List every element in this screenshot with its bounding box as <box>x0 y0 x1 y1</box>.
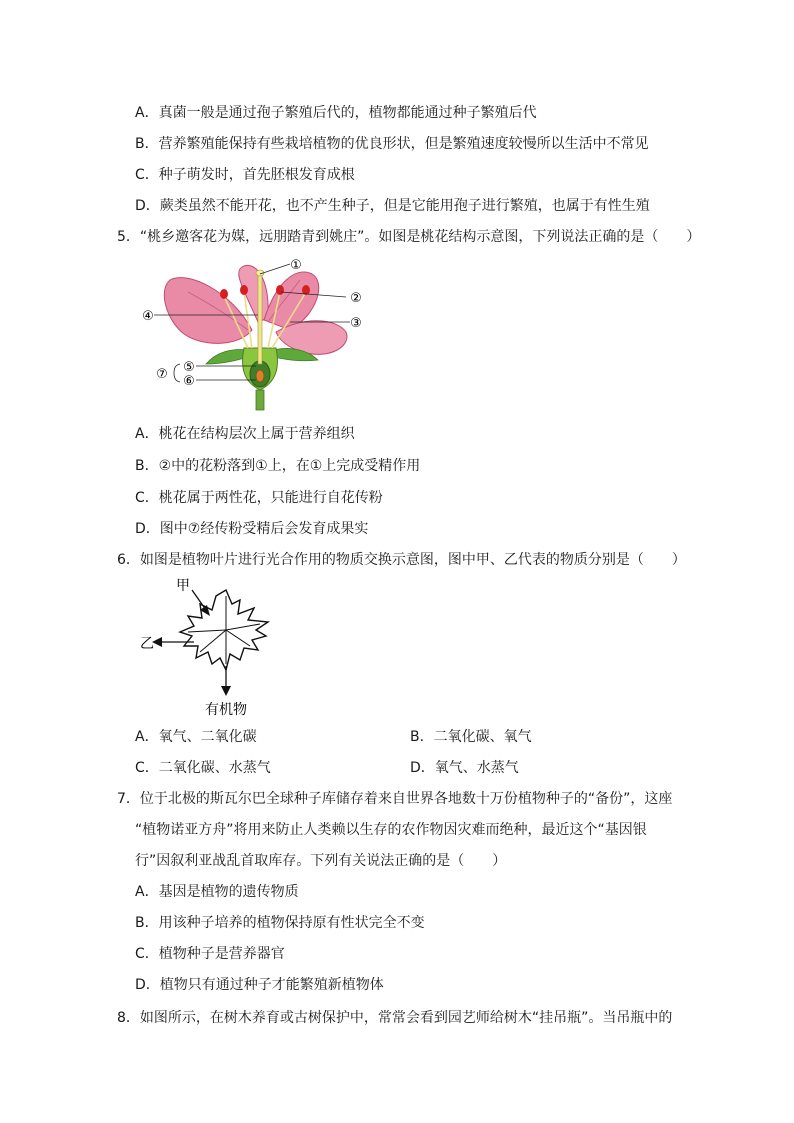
q4-option-a: A．真菌一般是通过孢子繁殖后代的，植物都能通过种子繁殖后代 <box>135 105 537 121</box>
q6-option-a: A．氧气、二氧化碳 <box>135 729 257 745</box>
label-4: ④ <box>142 309 154 324</box>
q4-option-d: D．蕨类虽然不能开花，也不产生种子，但是它能用孢子进行繁殖，也属于有性生殖 <box>135 198 650 214</box>
q4-option-b: B．营养繁殖能保持有些栽培植物的优良形状，但是繁殖速度较慢所以生活中不常见 <box>135 136 649 152</box>
q7-stem-line-3: 行”因叙利亚战乱首取库存。下列有关说法正确的是（ ） <box>135 853 507 869</box>
q6-option-c: C．二氧化碳、水蒸气 <box>135 760 271 776</box>
label-1: ① <box>290 258 302 273</box>
label-6: ⑥ <box>183 374 195 389</box>
anther <box>276 285 284 295</box>
leaf-exchange-diagram <box>140 574 290 720</box>
q4-option-c: C．种子萌发时，首先胚根发育成根 <box>135 167 355 183</box>
q7-option-a: A．基因是植物的遗传物质 <box>135 884 299 900</box>
flower-stem <box>256 390 264 410</box>
petal-left <box>164 278 252 344</box>
q7-stem-line-2: “植物诺亚方舟”将用来防止人类赖以生存的农作物因灾难而绝种，最近这个“基因银 <box>135 822 647 838</box>
label-5: ⑤ <box>183 360 195 375</box>
q5-option-b: B．②中的花粉落到①上，在①上完成受精作用 <box>135 458 421 474</box>
label-jia: 甲 <box>176 578 190 594</box>
q7-option-d: D．植物只有通过种子才能繁殖新植物体 <box>135 977 384 993</box>
ovule <box>256 370 264 382</box>
anther <box>240 285 248 295</box>
q7-option-c: C．植物种子是营养器官 <box>135 946 285 962</box>
anther <box>220 289 228 299</box>
q5-option-d: D．图中⑦经传粉受精后会发育成果实 <box>135 521 369 537</box>
q6-option-d: D．氧气、水蒸气 <box>410 760 519 776</box>
q5-option-c: C．桃花属于两性花，只能进行自花传粉 <box>135 490 383 506</box>
q8-stem: 8．如图所示，在树木养育或古树保护中，常常会看到园艺师给树木“挂吊瓶”。当吊瓶中的 <box>117 1010 673 1026</box>
style <box>258 274 262 364</box>
label-3: ③ <box>350 316 362 331</box>
label-organic: 有机物 <box>205 702 247 718</box>
q5-option-a: A．桃花在结构层次上属于营养组织 <box>135 426 355 442</box>
q6-stem: 6．如图是植物叶片进行光合作用的物质交换示意图，图中甲、乙代表的物质分别是（ ） <box>117 552 686 568</box>
q5-stem: 5．“桃乡邀客花为媒，远朋踏青到姚庄”。如图是桃花结构示意图，下列说法正确的是（ ） <box>117 229 701 245</box>
label-yi: 乙 <box>140 636 154 652</box>
label-2: ② <box>350 291 362 306</box>
q7-stem-line-1: 7．位于北极的斯瓦尔巴全球种子库储存着来自世界各地数十万份植物种子的“备份”，这座 <box>117 791 673 807</box>
q7-option-b: B．用该种子培养的植物保持原有性状完全不变 <box>135 915 425 931</box>
peach-flower-diagram <box>140 252 370 414</box>
q6-option-b: B．二氧化碳、氧气 <box>410 729 532 745</box>
label-7: ⑦ <box>156 367 168 382</box>
